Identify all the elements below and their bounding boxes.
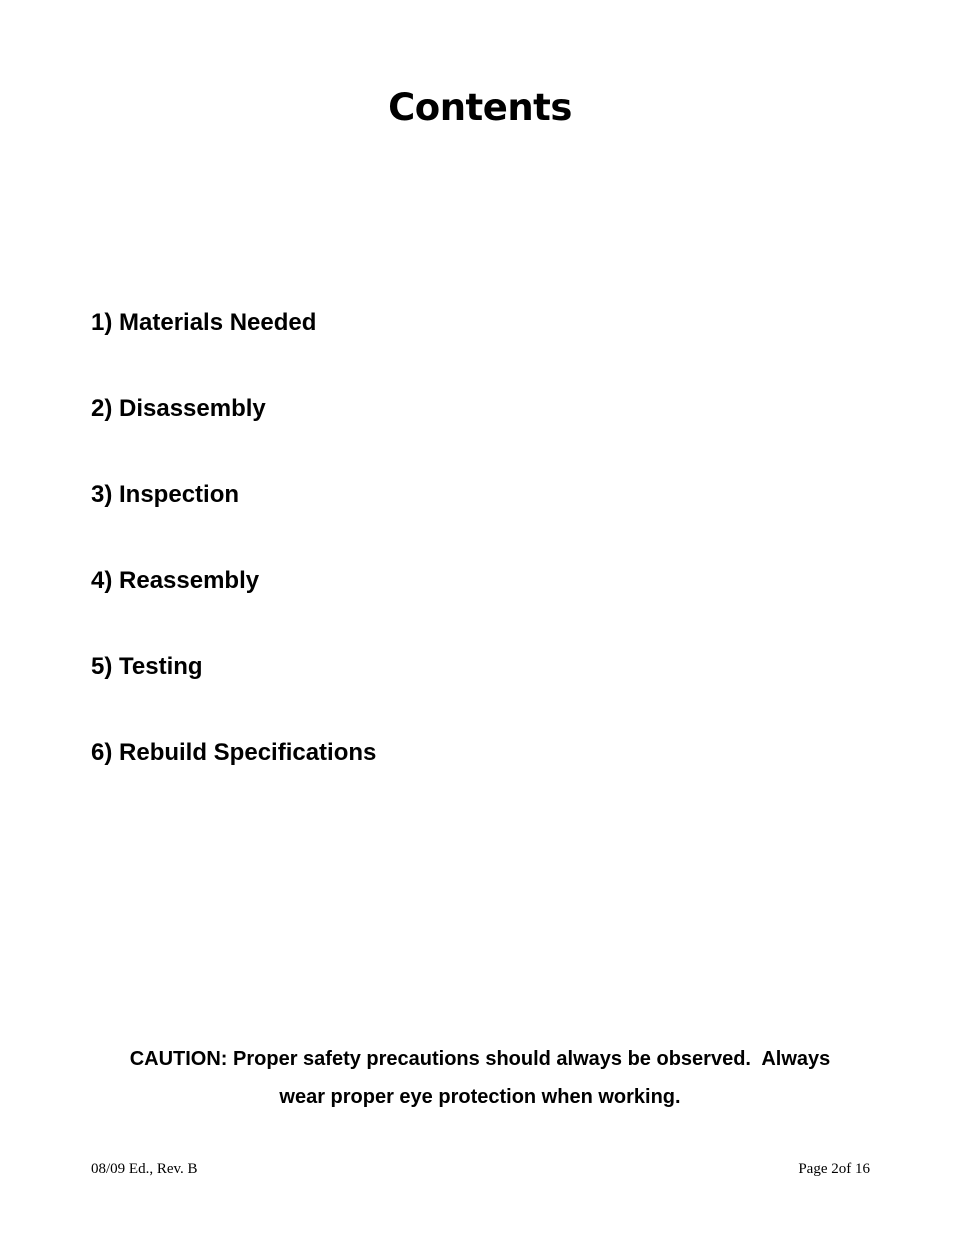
toc-item-testing: 5) Testing [91, 653, 203, 680]
footer-edition: 08/09 Ed., Rev. B [91, 1161, 198, 1177]
page-title: Contents [388, 86, 572, 129]
caution-line-2: wear proper eye protection when working. [279, 1086, 681, 1108]
toc-item-inspection: 3) Inspection [91, 481, 240, 508]
footer-page-number: Page 2of 16 [798, 1161, 870, 1177]
toc-item-rebuild-specifications: 6) Rebuild Specifications [91, 739, 377, 766]
toc-item-disassembly: 2) Disassembly [91, 395, 266, 422]
toc-item-reassembly: 4) Reassembly [91, 567, 260, 594]
table-of-contents [91, 306, 376, 822]
toc-item-materials-needed: 1) Materials Needed [91, 309, 317, 336]
caution-line-1: CAUTION: Proper safety precautions should always be observed. Always [129, 1048, 831, 1070]
caution-notice [60, 1040, 900, 1116]
